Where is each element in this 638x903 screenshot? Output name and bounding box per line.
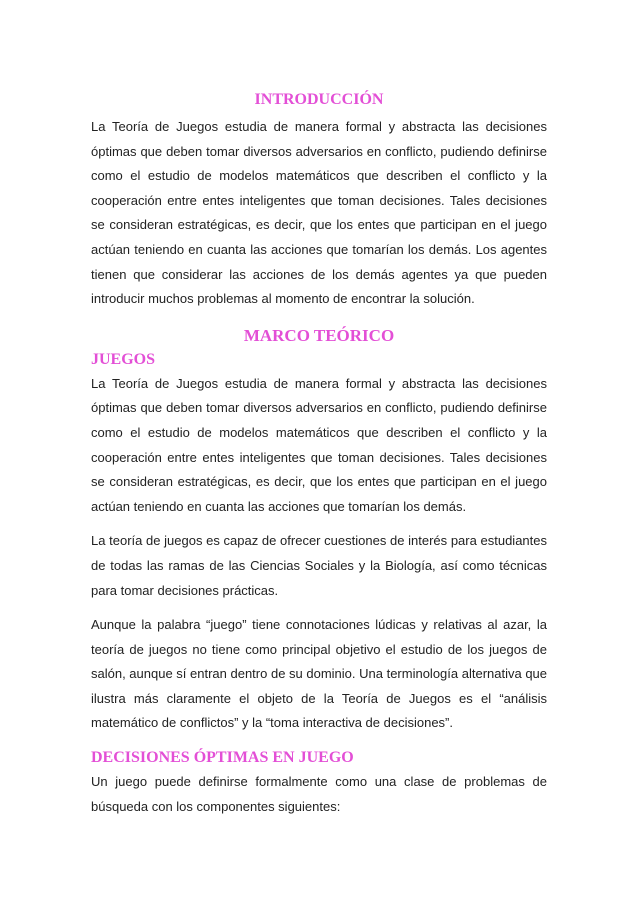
juegos-paragraph-1: La Teoría de Juegos estudia de manera formal y abstracta las decisiones óptimas que deben tomar diversos adversarios en conflicto, pudiendo definirse como el estudio de modelos matemáticos que describen el conflicto y la cooperación entre entes inteligentes que toman decisiones. Tales decisiones se consideran estratégicas, es decir, que los entes que participan en el juego actúan teniendo en cuanta las acciones que tomarían los demás. — [91, 375, 547, 514]
introduccion-heading: INTRODUCCIÓN — [254, 91, 384, 108]
juegos-paragraph-2: La teoría de juegos es capaz de ofrecer cuestiones de interés para estudiantes de todas las ramas de las Ciencias Sociales y la Biología, así como técnicas para tomar decisiones prácticas. — [91, 533, 547, 598]
introduccion-paragraph: La Teoría de Juegos estudia de manera formal y abstracta las decisiones óptimas que deben tomar diversos adversarios en conflicto, pudiendo definirse como el estudio de modelos matemáticos que describen el conflicto y la cooperación entre entes inteligentes que toman decisiones. Tales decisiones se consideran estratégicas, es decir, que los entes que participan en el juego actúan teniendo en cuanta las acciones que tomarían los demás. Los agentes tienen que considerar las acciones de los demás agentes ya que pueden introducir muchos problemas al momento de encontrar la solución. — [91, 119, 547, 307]
juegos-paragraph-3: Aunque la palabra “juego” tiene connotaciones lúdicas y relativas al azar, la teoría de juegos no tiene como principal objetivo el estudio de los juegos de salón, aunque sí entran dentro de su dominio. Una terminología alternativa que ilustra más claramente el objeto de la Teoría de Juegos es el “análisis matemático de conflictos” y la “toma interactiva de decisiones”. — [91, 617, 548, 731]
decisiones-paragraph: Un juego puede definirse formalmente como una clase de problemas de búsqueda con los componentes siguientes: — [91, 774, 547, 814]
marco-teorico-heading: MARCO TEÓRICO — [243, 325, 395, 345]
juegos-section — [91, 372, 547, 736]
decisiones-heading: DECISIONES ÓPTIMAS EN JUEGO — [91, 749, 354, 767]
juegos-heading: JUEGOS — [91, 350, 156, 368]
document-page — [91, 88, 547, 819]
